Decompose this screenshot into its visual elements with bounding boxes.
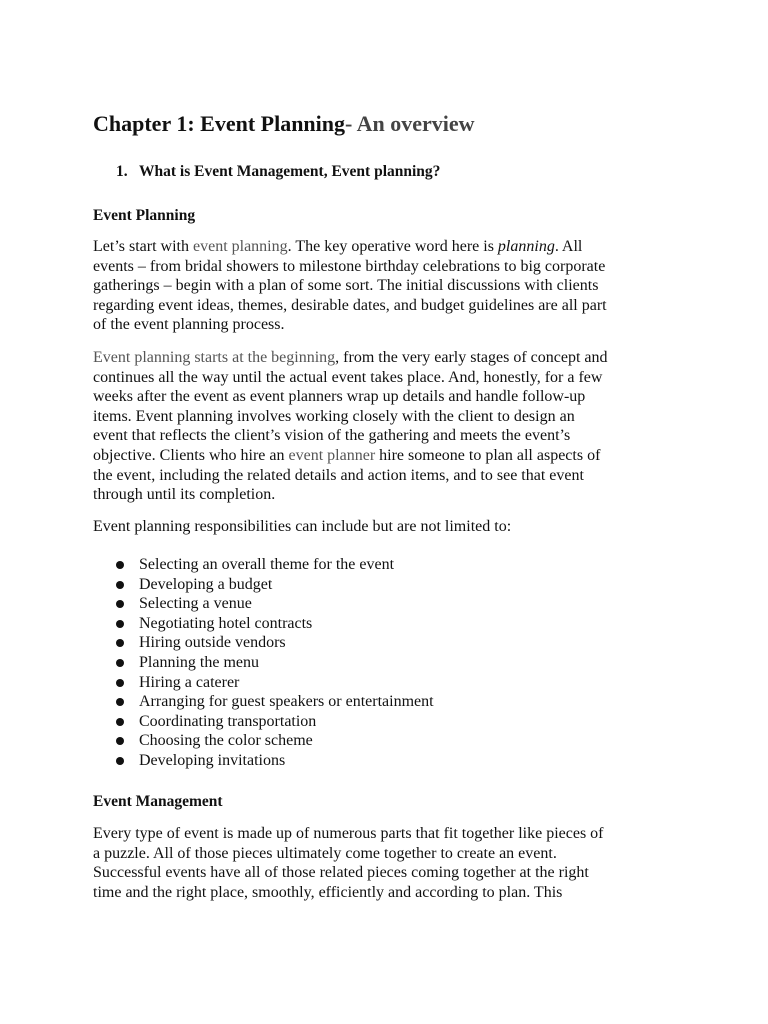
responsibilities-intro: Event planning responsibilities can include but are not limited to:: [93, 518, 512, 535]
question-text: What is Event Management, Event planning?: [139, 163, 441, 180]
question-heading: [116, 161, 440, 183]
bullet-icon: [116, 561, 124, 569]
list-item-text: Coordinating transportation: [139, 712, 317, 730]
text-line: Successful events have all of those related pieces coming together at the right: [93, 864, 589, 882]
text-line: events – from bridal showers to milestone birthday celebrations to big corporate: [93, 257, 606, 275]
list-item: [93, 673, 434, 693]
list-item: [93, 575, 434, 595]
text-line: Every type of event is made up of numerous parts that fit together like pieces of: [93, 825, 604, 842]
text-line: time and the right place, smoothly, efficiently and according to plan. This: [93, 883, 563, 901]
list-item: [93, 594, 434, 614]
responsibilities-list: [93, 555, 434, 771]
bullet-icon: [116, 639, 124, 647]
list-item: [93, 751, 434, 771]
text-line: through until its completion.: [93, 486, 276, 504]
list-item: [93, 692, 434, 712]
list-item-text: Planning the menu: [139, 653, 259, 671]
event-planning-paragraph-2: [93, 348, 693, 505]
text-line: gatherings – begin with a plan of some sort. The initial discussions with clients: [93, 277, 599, 295]
event-planning-starts-link[interactable]: Event planning starts at the beginning: [93, 349, 336, 366]
list-item: [93, 555, 434, 575]
bullet-icon: [116, 659, 124, 667]
bullet-icon: [116, 757, 124, 765]
list-item-text: Negotiating hotel contracts: [139, 614, 313, 632]
list-item-text: Developing a budget: [139, 575, 273, 593]
chapter-title-main: Chapter 1: Event Planning: [93, 111, 346, 136]
event-management-heading: Event Management: [93, 793, 223, 810]
planning-emphasis: planning: [497, 238, 555, 255]
list-item-text: Hiring outside vendors: [139, 634, 286, 652]
text-run: , from the very early stages of concept and: [335, 349, 608, 366]
list-item-text: Choosing the color scheme: [139, 732, 313, 750]
question-number: 1.: [116, 163, 128, 180]
text-line: the event, including the related details and action items, and to see that event: [93, 466, 584, 484]
list-item-text: Developing invitations: [139, 751, 286, 769]
event-planning-link[interactable]: event planning: [192, 238, 288, 255]
bullet-icon: [116, 600, 124, 608]
event-management-paragraph: [93, 824, 693, 902]
list-item: [93, 653, 434, 673]
bullet-icon: [116, 620, 124, 628]
text-run: Let’s start with: [93, 238, 193, 255]
text-run: . All: [554, 238, 583, 255]
text-line: regarding event ideas, themes, desirable dates, and budget guidelines are all part: [93, 296, 607, 314]
event-planning-heading: Event Planning: [93, 207, 196, 224]
list-item-text: Selecting a venue: [139, 595, 252, 613]
text-line: event that reflects the client’s vision of the gathering and meets the event’s: [93, 427, 571, 445]
list-item-text: Hiring a caterer: [139, 673, 240, 691]
text-line: continues all the way until the actual event takes place. And, honestly, for a few: [93, 368, 603, 386]
chapter-title-rest: - An overview: [345, 111, 475, 136]
list-item: [93, 712, 434, 732]
bullet-icon: [116, 737, 124, 745]
text-run: hire someone to plan all aspects of: [375, 446, 601, 464]
bullet-icon: [116, 679, 124, 687]
text-line: of the event planning process.: [93, 316, 285, 334]
text-run: objective. Clients who hire an: [93, 446, 289, 464]
chapter-title: [93, 110, 475, 138]
list-item: [93, 731, 434, 751]
bullet-icon: [116, 718, 124, 726]
text-line: weeks after the event as event planners wrap up details and handle follow-up: [93, 388, 586, 406]
list-item: [93, 633, 434, 653]
bullet-icon: [116, 698, 124, 706]
list-item-text: Selecting an overall theme for the event: [139, 556, 395, 573]
bullet-icon: [116, 581, 124, 589]
event-planning-paragraph-1: [93, 237, 693, 335]
list-item-text: Arranging for guest speakers or entertainment: [139, 693, 434, 711]
list-item: [93, 614, 434, 634]
text-line: a puzzle. All of those pieces ultimately come together to create an event.: [93, 844, 557, 862]
text-run: . The key operative word here is: [287, 238, 498, 255]
text-line: items. Event planning involves working closely with the client to design an: [93, 407, 575, 425]
event-planner-link[interactable]: event planner: [288, 446, 376, 464]
